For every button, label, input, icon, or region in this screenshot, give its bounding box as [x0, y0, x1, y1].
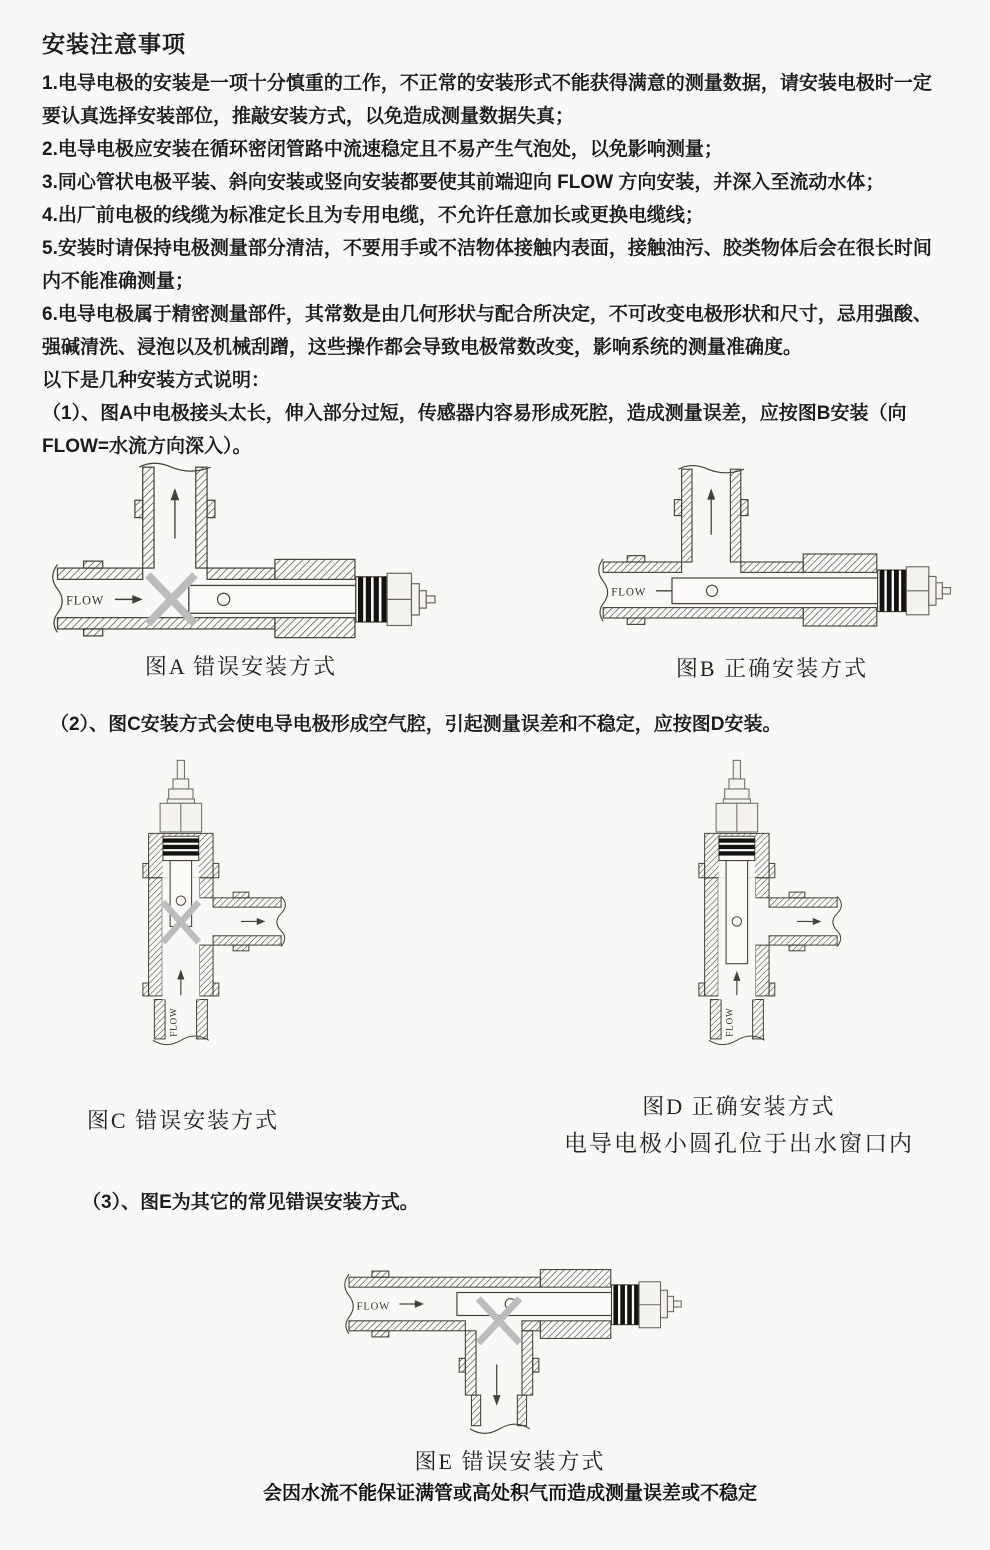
electrode-hole: [176, 896, 185, 905]
figure-e-caption-line2: 会因水流不能保证满管或高处积气而造成测量误差或不稳定: [262, 1483, 757, 1504]
method-3-text: （3）、图E为其它的常见错误安装方式。: [82, 1192, 419, 1213]
cable: [177, 760, 184, 779]
flow-up-arrow-icon: [171, 488, 180, 538]
figure-c: [72, 756, 294, 1135]
page-title: 安装注意事项: [42, 31, 186, 57]
seal-rings: [878, 570, 907, 612]
flow-label: FLOW: [611, 586, 647, 599]
figure-d-caption-line1: 图D 正确安装方式: [642, 1094, 836, 1119]
note-5: 5.安装时请保持电极测量部分清洁，不要用手或不洁物体接触内表面，接触油污、胶类物体后会在很长时间内不能准确测量；: [42, 238, 932, 292]
flow-label: FLOW: [725, 1007, 736, 1037]
figure-e: [262, 1242, 757, 1505]
method-1-text: （1）、图A中电极接头太长，伸入部分过短，传感器内容易形成死腔，造成测量误差，应按图B安装（向 FLOW=水流方向深入）。: [42, 403, 907, 457]
note-2: 2.电导电极应安装在循环密闭管路中流速稳定且不易产生气泡处，以免影响测量；: [42, 139, 723, 160]
figure-c-caption: 图C 错误安装方式: [86, 1108, 280, 1133]
figure-e-caption-line1: 图E 错误安装方式: [414, 1449, 606, 1474]
electrode: [726, 861, 747, 964]
flow-right-arrow-icon: [400, 1300, 424, 1308]
seal-rings: [719, 836, 755, 860]
figure-a-caption: 图A 错误安装方式: [144, 654, 338, 679]
figure-d-caption-line2: 电导电极小圆孔位于出水窗口内: [564, 1131, 914, 1156]
figure-a: [45, 455, 437, 681]
note-1: 1.电导电极的安装是一项十分慎重的工作，不正常的安装形式不能获得满意的测量数据，请安装电极时一定要认真选择安装部位，推敲安装方式，以免造成测量数据失真；: [42, 73, 932, 127]
figure-b-caption: 图B 正确安装方式: [675, 656, 869, 681]
connector-nut: [160, 760, 202, 832]
flow-label: FLOW: [356, 1300, 391, 1313]
electrode-hole: [732, 917, 741, 926]
seal-rings: [612, 1285, 640, 1325]
outlet-right-arrow-icon: [797, 918, 821, 925]
cable: [733, 760, 740, 779]
figure-c-drawing: [72, 756, 294, 1064]
cable: [942, 588, 950, 594]
figure-b-drawing: [592, 458, 952, 630]
connector-nut: [387, 573, 435, 625]
flow-right-arrow-icon: [115, 595, 143, 604]
flow-down-arrow-icon: [493, 1364, 501, 1405]
wrong-x-mark: [148, 575, 195, 624]
connector-nut: [716, 760, 758, 832]
seal-rings: [163, 836, 199, 860]
connector-nut: [639, 1282, 681, 1328]
figure-e-caption: [200, 1445, 820, 1505]
flow-up-arrow-icon: [707, 488, 715, 534]
note-4: 4.出厂前电极的线缆为标准定长且为专用电缆，不允许任意加长或更换电缆线；: [42, 205, 704, 226]
note-3: 3.同心管状电极平装、斜向安装或竖向安装都要使其前端迎向 FLOW 方向安装，并深入至流动水体；: [42, 172, 885, 193]
figure-a-drawing: [45, 455, 437, 642]
outlet-right-arrow-icon: [241, 918, 265, 925]
figure-e-drawing: [338, 1242, 683, 1441]
figure-b: [592, 458, 952, 683]
cable: [426, 596, 435, 603]
note-6: 6.电导电极属于精密测量部件，其常数是由几何形状与配合所决定，不可改变电极形状和尺寸，忌用强酸、强碱清洗、浸泡以及机械刮蹭，这些操作都会导致电极常数改变，影响系统的测量准确度。: [42, 304, 932, 358]
cable: [674, 1301, 682, 1307]
figure-d: [564, 756, 914, 1158]
methods-intro: 以下是几种安装方式说明：: [42, 370, 271, 391]
electrode-hole: [706, 585, 717, 596]
electrode-hole: [218, 593, 230, 605]
flow-label: FLOW: [66, 593, 105, 608]
connector-nut: [906, 567, 950, 615]
seal-rings: [356, 577, 387, 622]
instructions-text: [42, 26, 938, 463]
electrode: [189, 585, 356, 613]
figure-d-drawing: [628, 756, 850, 1064]
electrode: [672, 578, 878, 604]
flow-label: FLOW: [169, 1007, 180, 1037]
method-2-text: （2）、图C安装方式会使电导电极形成空气腔，引起测量误差和不稳定，应按图D安装。: [50, 714, 782, 735]
figure-d-caption: [549, 1090, 929, 1158]
